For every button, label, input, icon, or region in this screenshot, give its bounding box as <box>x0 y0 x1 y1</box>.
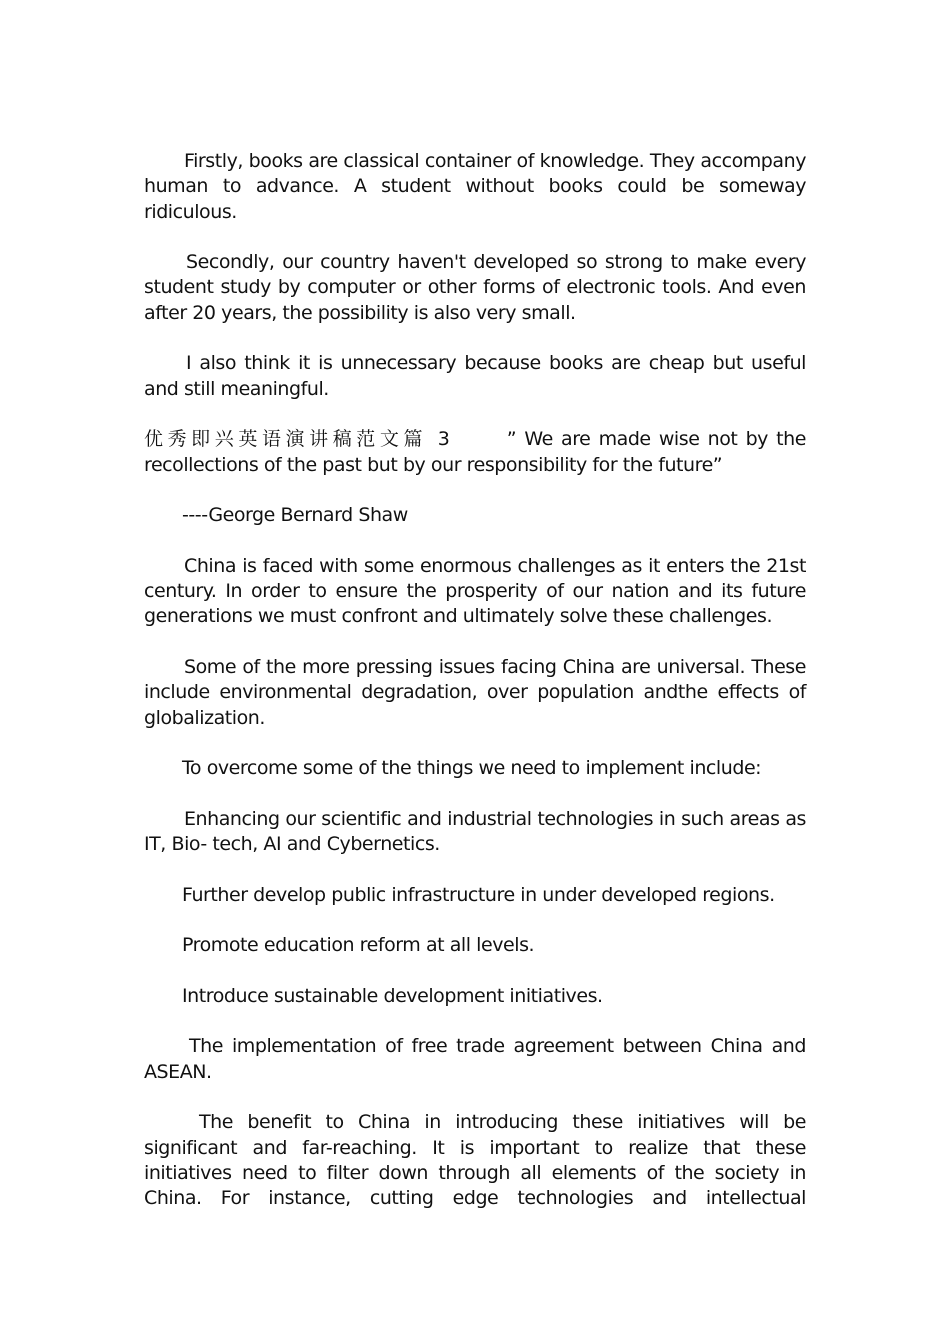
paragraph-spacer <box>144 857 806 882</box>
paragraph-spacer <box>144 478 806 503</box>
paragraph-spacer <box>144 959 806 984</box>
paragraph-heading-and-quote <box>144 427 806 478</box>
paragraph-spacer <box>144 781 806 806</box>
paragraph-pressing-issues: Some of the more pressing issues facing China are universal. These include environmental degradation, over population andthe effects of globalization. <box>144 655 806 729</box>
paragraph-spacer <box>144 1085 806 1110</box>
list-item-free-trade: The implementation of free trade agreement between China and ASEAN. <box>144 1035 806 1083</box>
list-item-technologies: Enhancing our scientific and industrial technologies in such areas as IT, Bio- tech, AI and Cybernetics. <box>144 807 806 856</box>
paragraph-spacer <box>144 731 806 756</box>
paragraph-overcome-intro: To overcome some of the things we need to implement include: <box>182 757 762 780</box>
paragraph-spacer <box>144 326 806 351</box>
paragraph-spacer <box>144 528 806 553</box>
paragraph-spacer <box>144 402 806 427</box>
document-page <box>144 149 806 1211</box>
list-item-sustainable: Introduce sustainable development initiatives. <box>182 984 603 1007</box>
paragraph-spacer <box>144 225 806 250</box>
list-item-education: Promote education reform at all levels. <box>182 934 535 957</box>
paragraph-books-knowledge: Firstly, books are classical container of knowledge. They accompany human to advance. A student without books could be someway ridiculous. <box>144 150 806 223</box>
paragraph-benefit: The benefit to China in introducing these initiatives will be significant and far-reaching. It is important to realize that these initiatives need to filter down through all elements of the society in China. For instance, cutting edge technologies and intellectual <box>144 1111 806 1210</box>
shaw-quote: ” We are made wise not by the recollections of the past but by our responsibility for the future” <box>144 428 806 476</box>
list-item-infrastructure: Further develop public infrastructure in under developed regions. <box>182 883 775 906</box>
quote-attribution: ----George Bernard Shaw <box>182 504 408 527</box>
paragraph-spacer <box>144 908 806 933</box>
paragraph-spacer <box>144 1009 806 1034</box>
paragraph-spacer <box>144 630 806 655</box>
paragraph-country-development: Secondly, our country haven't developed so strong to make every student study by computer or other forms of electronic tools. And even after 20 years, the possibility is also very small. <box>144 251 806 324</box>
paragraph-unnecessary: I also think it is unnecessary because books are cheap but useful and still meaningful. <box>144 352 806 400</box>
section-heading: 优秀即兴英语演讲稿范文篇 3 <box>144 428 452 451</box>
paragraph-china-challenges: China is faced with some enormous challenges as it enters the 21st century. In order to ensure the prosperity of our nation and its future generations we must confront and ultimately solve these challenges. <box>144 554 806 628</box>
